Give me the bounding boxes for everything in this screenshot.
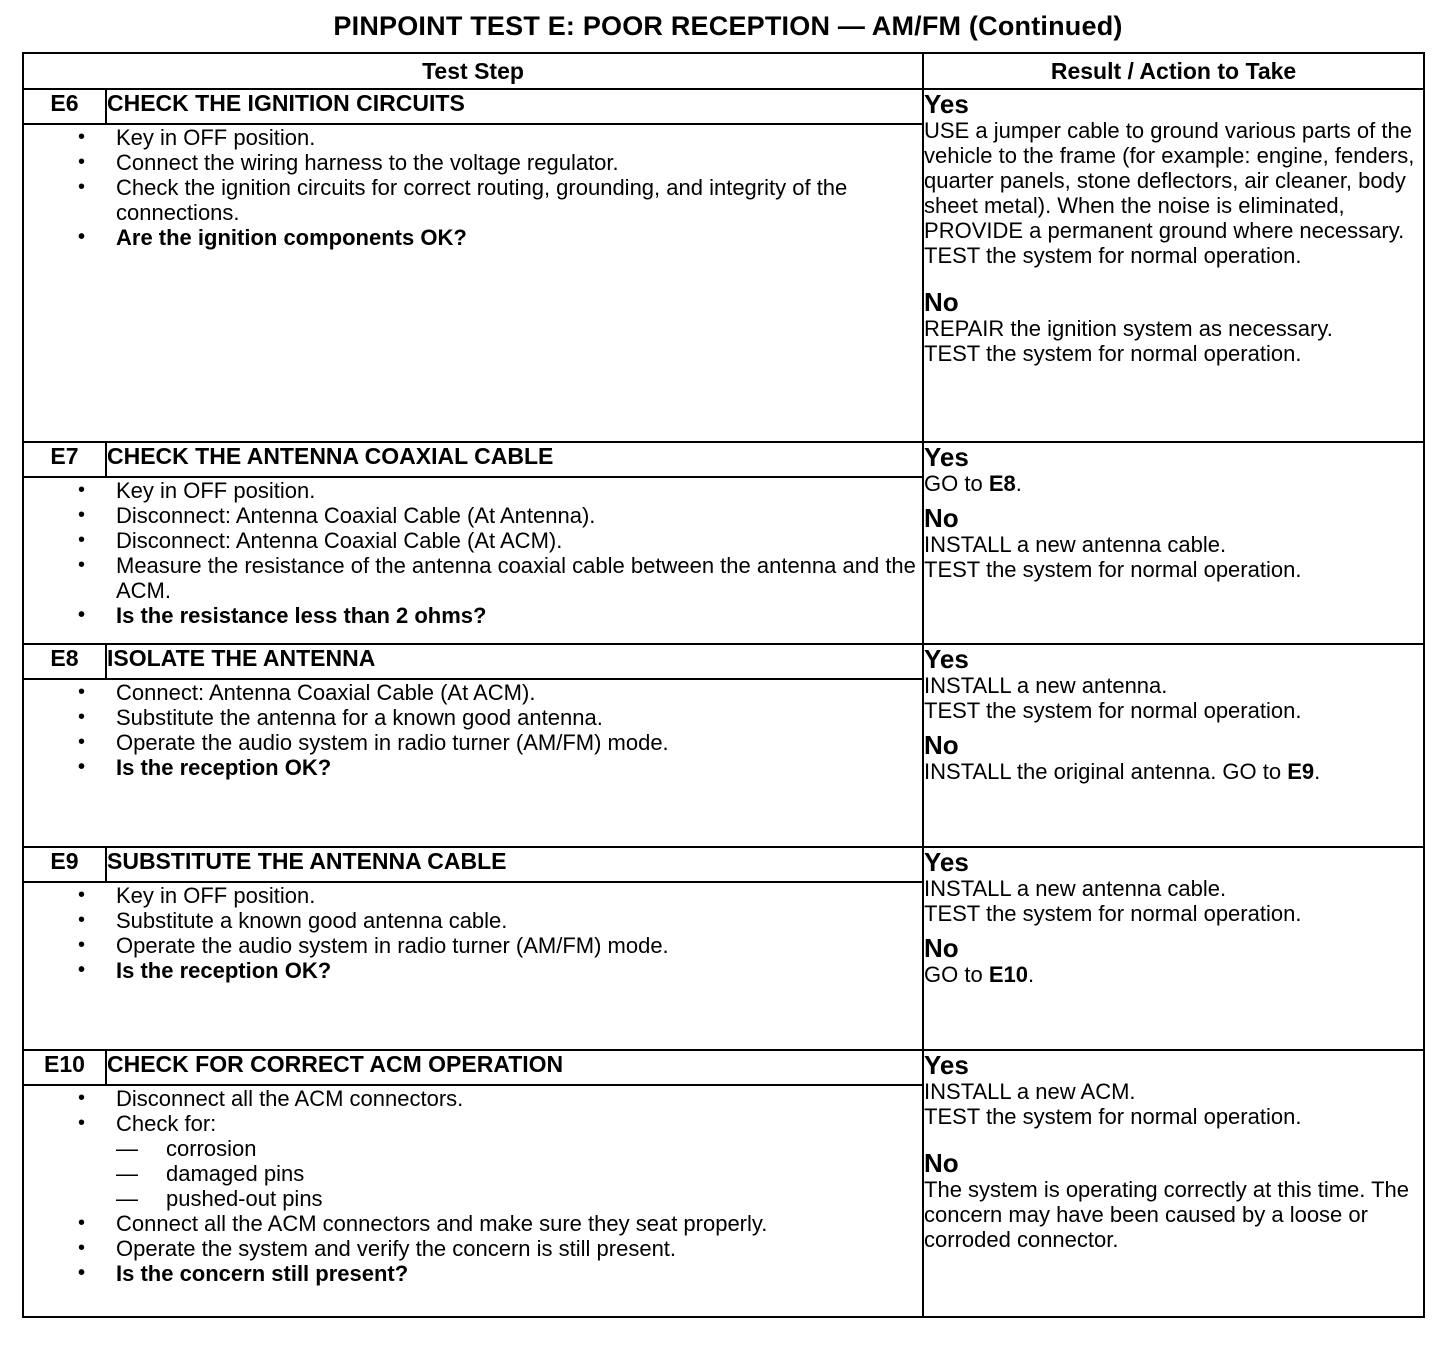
- bullet-icon: •: [78, 504, 86, 526]
- bullet-icon: •: [78, 756, 86, 778]
- step-title: CHECK FOR CORRECT ACM OPERATION: [106, 1050, 923, 1085]
- bullet-icon: •: [78, 479, 86, 501]
- list-item: • Disconnect all the ACM connectors.: [78, 1086, 464, 1111]
- result-yes-label: Yes: [924, 442, 969, 472]
- step-id: E9: [23, 847, 106, 882]
- result-yes-text: INSTALL a new ACM.: [924, 1079, 1136, 1104]
- step-question: • Is the concern still present?: [78, 1261, 409, 1286]
- result-yes-text: INSTALL a new antenna cable.: [924, 876, 1227, 901]
- sub-list-item: — corrosion: [116, 1136, 257, 1161]
- step-question: • Is the reception OK?: [78, 755, 332, 780]
- result-yes-text: GO to E8.: [924, 471, 1022, 496]
- result-yes-text: USE a jumper cable to ground various parts of the vehicle to the frame (for example: engine, fenders, quarter panels, stone deflectors, air cleaner, body sheet metal). When the noise is eliminated, PROVIDE a permanent ground where necessary. TEST the system for normal operation.: [924, 118, 1415, 268]
- bullet-icon: •: [78, 934, 86, 956]
- step-id: E10: [23, 1050, 106, 1085]
- result-yes-label: Yes: [924, 644, 969, 674]
- list-item: • Key in OFF position.: [78, 478, 316, 503]
- result-yes-label: Yes: [924, 847, 969, 877]
- table-header-row: [23, 53, 1424, 89]
- result-yes-label: Yes: [924, 89, 969, 119]
- step-reference-link: E8: [988, 471, 1016, 496]
- bullet-icon: •: [78, 706, 86, 728]
- result-yes-text: TEST the system for normal operation.: [924, 901, 1302, 926]
- bullet-icon: •: [78, 604, 86, 626]
- result-no-text: The system is operating correctly at this time. The concern may have been caused by a loose or corroded connector.: [924, 1177, 1410, 1252]
- result-no-label: No: [924, 287, 959, 317]
- step-e7-result: [923, 442, 1424, 644]
- list-item: • Key in OFF position.: [78, 883, 316, 908]
- step-e9-title-row: [23, 847, 1424, 882]
- list-item: • Operate the audio system in radio turner (AM/FM) mode.: [78, 933, 669, 958]
- step-e8-result: [923, 644, 1424, 847]
- step-e10-instructions: [23, 1085, 923, 1317]
- result-yes-label: Yes: [924, 1050, 969, 1080]
- page-title: PINPOINT TEST E: POOR RECEPTION — AM/FM (Continued): [333, 11, 1123, 41]
- step-e8-title-row: [23, 644, 1424, 679]
- result-no-label: No: [924, 1148, 959, 1178]
- bullet-icon: •: [78, 1112, 86, 1134]
- step-e6-result: [923, 89, 1424, 442]
- step-id: E7: [23, 442, 106, 477]
- result-no-text: REPAIR the ignition system as necessary.: [924, 316, 1333, 341]
- result-no-label: No: [924, 503, 959, 533]
- step-question: • Is the reception OK?: [78, 958, 332, 983]
- bullet-icon: •: [78, 126, 86, 148]
- step-e10-result: [923, 1050, 1424, 1317]
- step-e7-title-row: [23, 442, 1424, 477]
- list-item: • Operate the audio system in radio turner (AM/FM) mode.: [78, 730, 669, 755]
- result-no-text: INSTALL the original antenna. GO to E9.: [924, 759, 1321, 784]
- result-no-text: GO to E10.: [924, 962, 1035, 987]
- list-item: • Connect all the ACM connectors and make sure they seat properly.: [78, 1211, 768, 1236]
- result-yes-text: INSTALL a new antenna.: [924, 673, 1168, 698]
- bullet-icon: •: [78, 1262, 86, 1284]
- step-title: SUBSTITUTE THE ANTENNA CABLE: [106, 847, 923, 882]
- bullet-icon: •: [78, 554, 86, 576]
- pinpoint-test-table: [22, 52, 1425, 1318]
- step-question: • Are the ignition components OK?: [78, 225, 467, 250]
- step-e6-title-row: [23, 89, 1424, 124]
- result-no-label: No: [924, 730, 959, 760]
- step-e9-instructions: [23, 882, 923, 1050]
- step-id: E8: [23, 644, 106, 679]
- list-item: • Disconnect: Antenna Coaxial Cable (At Antenna).: [78, 503, 596, 528]
- step-e9-result: [923, 847, 1424, 1050]
- result-no-text: TEST the system for normal operation.: [924, 557, 1302, 582]
- bullet-icon: •: [78, 731, 86, 753]
- sub-list-item: — damaged pins: [116, 1161, 305, 1186]
- dash-icon: —: [116, 1161, 138, 1186]
- result-no-label: No: [924, 933, 959, 963]
- list-item: • Measure the resistance of the antenna coaxial cable between the antenna and the ACM.: [78, 553, 916, 603]
- step-title: CHECK THE IGNITION CIRCUITS: [106, 89, 923, 124]
- step-e10-title-row: [23, 1050, 1424, 1085]
- list-item: • Connect the wiring harness to the voltage regulator.: [78, 150, 619, 175]
- step-question: • Is the resistance less than 2 ohms?: [78, 603, 487, 628]
- step-e6-instructions: [23, 124, 923, 442]
- list-item: • Check the ignition circuits for correct routing, grounding, and integrity of the connections.: [78, 175, 848, 225]
- list-item: • Substitute a known good antenna cable.: [78, 908, 508, 933]
- list-item: • Connect: Antenna Coaxial Cable (At ACM).: [78, 680, 536, 705]
- bullet-icon: •: [78, 909, 86, 931]
- result-no-text: TEST the system for normal operation.: [924, 341, 1302, 366]
- bullet-icon: •: [78, 1212, 86, 1234]
- dash-icon: —: [116, 1136, 138, 1161]
- result-yes-text: TEST the system for normal operation.: [924, 698, 1302, 723]
- list-item: • Substitute the antenna for a known good antenna.: [78, 705, 603, 730]
- list-item: • Operate the system and verify the concern is still present.: [78, 1236, 677, 1261]
- step-reference-link: E10: [988, 962, 1028, 987]
- step-e7-instructions: [23, 477, 923, 644]
- bullet-icon: •: [78, 529, 86, 551]
- step-e8-instructions: [23, 679, 923, 847]
- bullet-icon: •: [78, 176, 86, 198]
- step-title: CHECK THE ANTENNA COAXIAL CABLE: [106, 442, 923, 477]
- bullet-icon: •: [78, 959, 86, 981]
- sub-list-item: — pushed-out pins: [116, 1186, 323, 1211]
- bullet-icon: •: [78, 151, 86, 173]
- step-title: ISOLATE THE ANTENNA: [106, 644, 923, 679]
- bullet-icon: •: [78, 884, 86, 906]
- bullet-icon: •: [78, 226, 86, 248]
- result-yes-text: TEST the system for normal operation.: [924, 1104, 1302, 1129]
- bullet-icon: •: [78, 1237, 86, 1259]
- step-reference-link: E9: [1287, 759, 1315, 784]
- list-item: • Key in OFF position.: [78, 125, 316, 150]
- dash-icon: —: [116, 1186, 138, 1211]
- step-id: E6: [23, 89, 106, 124]
- result-no-text: INSTALL a new antenna cable.: [924, 532, 1227, 557]
- bullet-icon: •: [78, 1087, 86, 1109]
- list-item: • Check for: — corrosion — damaged pins — pushed-out pins: [116, 1111, 922, 1211]
- check-for-sublist: [116, 1136, 922, 1211]
- bullet-icon: •: [78, 681, 86, 703]
- header-test-step: Test Step: [23, 53, 923, 89]
- header-result-action: Result / Action to Take: [923, 53, 1424, 89]
- list-item: • Disconnect: Antenna Coaxial Cable (At ACM).: [78, 528, 563, 553]
